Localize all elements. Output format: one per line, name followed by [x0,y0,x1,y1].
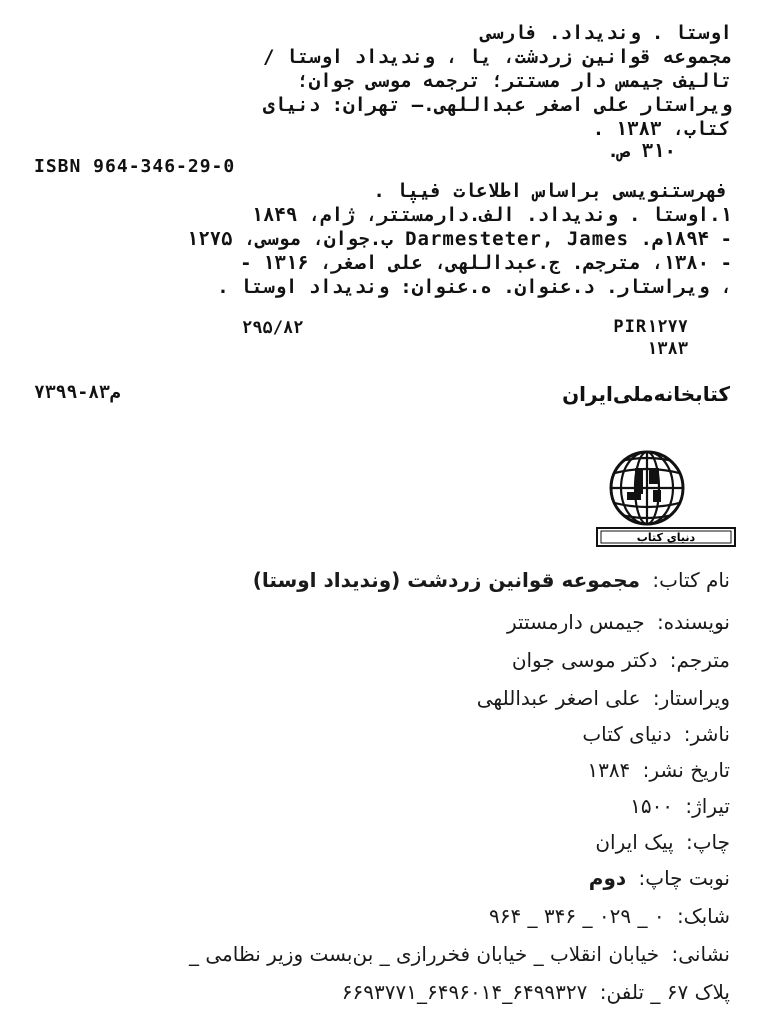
globe-icon [587,440,737,550]
cip-note-line: فهرستنویسی براساس اطلاعات فیپا . [373,180,728,202]
lc-class: PIR۱۲۷۷ [613,317,688,337]
national-library-name: کتابخانه‌ملی‌ایران [562,382,730,406]
detail-publish-date [587,758,730,782]
detail-printer [595,830,730,854]
detail-phone [342,980,730,1004]
detail-label: نویسنده: [656,610,730,634]
detail-translator [512,648,730,672]
publisher-logo [587,440,737,550]
detail-value: ۱۵۰۰ [630,794,674,818]
detail-label: شابک: [676,904,730,928]
detail-label: نشانی: [671,942,730,966]
cip-editor-line: ویراستار علی اصغر عبداللهی.— تهران: دنیای [263,94,732,116]
detail-label: تاریخ نشر: [642,758,730,782]
isbn: ISBN 964-346-29-0 [34,156,236,177]
cip-subject-line: - ۱۳۸۰، مترجم. ج.عبداللهی، علی اصغر، ۱۳۱۶ - [240,252,732,274]
cip-pages-line: ۳۱۰ ص. [607,140,676,162]
detail-author [507,610,730,634]
lc-classification [613,316,688,360]
cip-publisher-line: کتاب، ۱۳۸۳ . [592,118,730,140]
detail-value: جیمس دارمستتر [506,610,645,634]
detail-label: چاپ: [685,830,730,854]
detail-label: ویراستار: [652,686,730,710]
detail-editor [477,686,730,710]
detail-value: علی اصغر عبداللهی [476,686,641,710]
national-library-number: م۸۳-۷۳۹۹ [34,382,121,403]
detail-value: دنیای کتاب [582,722,672,746]
detail-edition [589,866,730,890]
detail-label: ناشر: [683,722,730,746]
detail-book-title [253,568,730,592]
cip-title-line: مجموعه قوانین زردشت، یا ، وندیداد اوستا / [263,46,732,68]
detail-value: ۰ _ ۰۲۹ _ ۳۴۶ _ ۹۶۴ [488,904,665,928]
detail-value: خیابان انقلاب _ خیابان فخررازی _ بن‌بست وزیر نظامی _ [189,942,660,966]
detail-value: دوم [588,866,627,890]
detail-label: مترجم: [669,648,730,672]
cip-subject-line: - ۱۸۹۴م. Darmesteter, James ب.جوان، موسی، ۱۲۷۵ [186,228,732,250]
detail-label: پلاک ۶۷ _ تلفن: [599,980,730,1004]
cip-author-line: تالیف جیمس دار مستتر؛ ترجمه موسی جوان؛ [297,70,732,92]
detail-publisher [582,722,730,746]
cip-title-line: اوستا . وندیداد. فارسی [480,22,732,44]
detail-value: ۱۳۸۴ [587,758,631,782]
cip-subject-line: ۱.اوستا . وندیداد. الف.دارمستتر، ژام، ۱۸۴۹ [251,204,732,226]
dewey-number: ۲۹۵/۸۲ [242,318,304,338]
detail-value: ۶۴۹۹۳۲۷_۶۴۹۶۰۱۴_۶۶۹۳۷۷۱ [341,980,588,1004]
detail-address [189,942,730,966]
detail-label: تیراژ: [685,794,730,818]
detail-label: نوبت چاپ: [638,866,730,890]
detail-print-run [630,794,730,818]
detail-value: مجموعه قوانین زردشت (وندیداد اوستا) [252,568,641,592]
detail-label: نام کتاب: [652,568,730,592]
cip-subject-line: ، ویراستار. د.عنوان. ه.عنوان: وندیداد اوستا . [217,276,732,298]
lc-year: ۱۳۸۳ [647,339,688,359]
detail-value: پیک ایران [595,830,674,854]
logo-caption: دنیای کتاب [636,531,696,544]
detail-value: دکتر موسی جوان [511,648,658,672]
detail-isbn [489,904,730,928]
